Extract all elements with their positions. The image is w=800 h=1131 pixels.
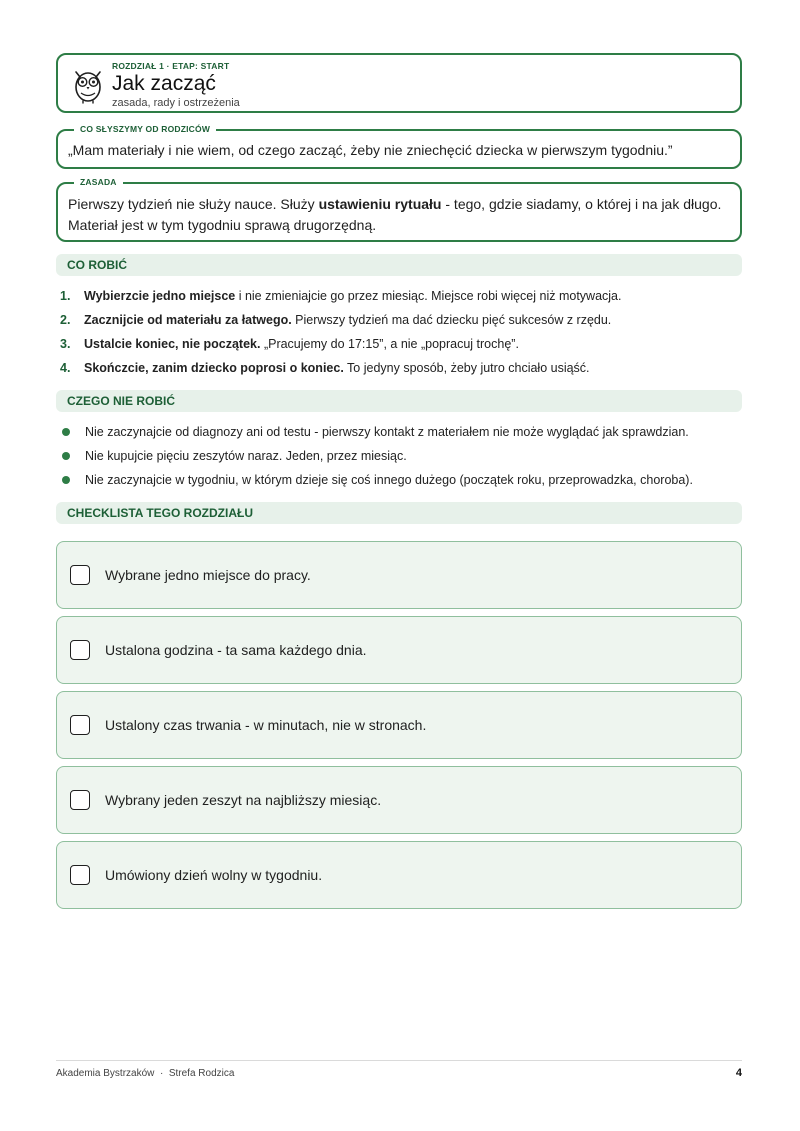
footer-brand-name: Akademia Bystrzaków: [56, 1068, 155, 1079]
do-list-item: [60, 335, 519, 353]
dont-item-text: Nie zaczynajcie w tygodniu, w którym dzieje się coś innego dużego (początek roku, przeprowadzka, choroba).: [85, 473, 693, 487]
checkbox[interactable]: [70, 565, 90, 585]
checkbox[interactable]: [70, 715, 90, 735]
checklist-item[interactable]: [56, 691, 742, 759]
section-heading-checklist: CHECKLISTA TEGO ROZDZIAŁU: [56, 502, 742, 524]
quote-box-label: CO SŁYSZYMY OD RODZICÓW: [74, 124, 216, 134]
do-item-number: 4.: [60, 361, 71, 375]
checklist-item[interactable]: [56, 541, 742, 609]
owl-icon: [70, 66, 106, 104]
section-heading-dont: CZEGO NIE ROBIĆ: [56, 390, 742, 412]
footer-brand: [56, 1068, 234, 1079]
dont-item-text: Nie kupujcie pięciu zeszytów naraz. Jeden, przez miesiąc.: [85, 449, 407, 463]
dont-item-text: Nie zaczynajcie od diagnozy ani od testu - pierwszy kontakt z materiałem nie może wyglądać jak sprawdzian.: [85, 425, 689, 439]
do-item-text: „Pracujemy do 17:15”, a nie „popracuj trochę”.: [260, 337, 519, 351]
do-item-text: i nie zmieniajcie go przez miesiąc. Miejsce robi więcej niż motywacja.: [235, 289, 622, 303]
do-item-text: Pierwszy tydzień ma dać dziecku pięć sukcesów z rzędu.: [291, 313, 612, 327]
rule-text-start: Pierwszy tydzień nie służy nauce. Służy: [68, 196, 319, 212]
quote-text: „Mam materiały i nie wiem, od czego zacząć, żeby nie zniechęcić dziecka w pierwszym tygodniu.”: [68, 142, 673, 158]
do-item-bold: Wybierzcie jedno miejsce: [84, 289, 236, 303]
page-number: 4: [735, 1067, 742, 1079]
bullet-dot-icon: [62, 428, 70, 436]
do-list-item: [60, 359, 590, 377]
checklist-item[interactable]: [56, 766, 742, 834]
section-heading-do: CO ROBIĆ: [56, 254, 742, 276]
rule-box-label: ZASADA: [74, 177, 123, 187]
do-item-number: 2.: [60, 313, 71, 327]
bullet-dot-icon: [62, 476, 70, 484]
rule-text-end: - tego, gdzie siadamy, o której i na jak długo. Materiał jest w tym tygodniu sprawą drugorzędną.: [68, 196, 722, 233]
footer-separator: ·: [159, 1068, 164, 1079]
do-list-item: [60, 311, 611, 329]
do-item-number: 1.: [60, 289, 71, 303]
do-item-number: 3.: [60, 337, 71, 351]
checkbox[interactable]: [70, 865, 90, 885]
rule-box: [56, 177, 742, 242]
checklist-item-label: Ustalona godzina - ta sama każdego dnia.: [105, 642, 367, 658]
checklist-item-label: Wybrane jedno miejsce do pracy.: [105, 567, 311, 583]
do-item-bold: Skończcie, zanim dziecko poprosi o koniec.: [84, 361, 344, 375]
dont-list-item: [60, 471, 693, 489]
bullet-dot-icon: [62, 452, 70, 460]
chapter-kicker: ROZDZIAŁ 1 · ETAP: START: [112, 61, 230, 71]
rule-text: [68, 194, 730, 236]
parents-quote-box: [56, 124, 742, 169]
do-item-text: To jedyny sposób, żeby jutro chciało usiąść.: [343, 361, 590, 375]
footer-divider: [56, 1060, 742, 1061]
rule-text-emphasis: ustawieniu rytuału: [318, 196, 442, 212]
checklist-item-label: Ustalony czas trwania - w minutach, nie w stronach.: [105, 717, 427, 733]
checklist-item[interactable]: [56, 841, 742, 909]
page-title: Jak zacząć: [112, 72, 216, 95]
do-list-item: [60, 287, 621, 305]
dont-list-item: [60, 423, 689, 441]
dont-list-item: [60, 447, 407, 465]
footer-section: Strefa Rodzica: [168, 1068, 235, 1079]
do-item-bold: Ustalcie koniec, nie początek.: [84, 337, 261, 351]
checklist-item-label: Wybrany jeden zeszyt na najbliższy miesiąc.: [105, 792, 382, 808]
checklist-item[interactable]: [56, 616, 742, 684]
page-subtitle: zasada, rady i ostrzeżenia: [112, 97, 240, 109]
checklist-item-label: Umówiony dzień wolny w tygodniu.: [105, 867, 323, 883]
checkbox[interactable]: [70, 640, 90, 660]
checkbox[interactable]: [70, 790, 90, 810]
do-item-bold: Zacznijcie od materiału za łatwego.: [84, 313, 292, 327]
chapter-header-card: [56, 53, 742, 113]
